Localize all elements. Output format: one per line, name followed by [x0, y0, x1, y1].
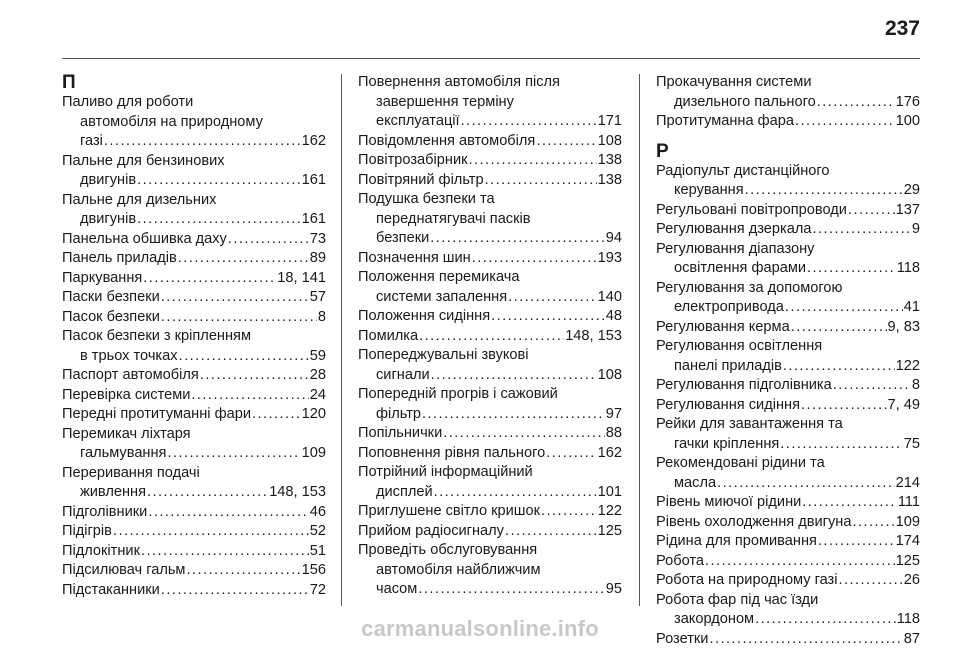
index-entry: [656, 571, 920, 591]
index-entry: [656, 337, 920, 376]
index-entry: [62, 249, 326, 269]
index-entry-text: Підсилювач гальм: [62, 561, 185, 581]
index-entry: [358, 307, 622, 327]
index-entry: [62, 327, 326, 366]
index-entry-text: системи запалення: [376, 288, 507, 308]
index-entry-text: автомобіля найближчим: [358, 561, 622, 581]
dot-leader: [186, 561, 300, 581]
index-page-ref: 57: [310, 288, 326, 308]
dot-leader: [745, 181, 903, 201]
index-entry: [62, 152, 326, 191]
index-entry-text: безпеки: [376, 229, 429, 249]
index-page-ref: 138: [598, 171, 622, 191]
index-entry-text: Попередній прогрів і сажовий: [358, 385, 622, 405]
dot-leader: [783, 357, 895, 377]
index-entry-text: закордоном: [674, 610, 754, 630]
index-entry-text: Паски безпеки: [62, 288, 160, 308]
index-entry: [656, 415, 920, 454]
index-column-2: [358, 73, 622, 600]
index-entry-text: гачки кріплення: [674, 435, 779, 455]
index-entry: [62, 425, 326, 464]
index-entry: [358, 171, 622, 191]
index-entry-text: газі: [80, 132, 103, 152]
index-entry-text: Робота фар під час їзди: [656, 591, 920, 611]
section-letter: Р: [656, 142, 920, 162]
index-entry: [656, 532, 920, 552]
index-entry: [62, 366, 326, 386]
index-page-ref: 174: [896, 532, 920, 552]
index-entry-text: Пальне для дизельних: [62, 191, 326, 211]
index-entry-text: Позначення шин: [358, 249, 471, 269]
index-page-ref: 140: [598, 288, 622, 308]
index-entry-text: Потрійний інформаційний: [358, 463, 622, 483]
index-entry-text: панелі приладів: [674, 357, 782, 377]
index-entry: [656, 318, 920, 338]
index-entry-text: Робота: [656, 552, 704, 572]
index-entry-text: освітлення фарами: [674, 259, 806, 279]
index-page-ref: 52: [310, 522, 326, 542]
dot-leader: [541, 502, 597, 522]
index-entry: [656, 279, 920, 318]
index-entry-text: двигунів: [80, 171, 136, 191]
page-number: 237: [885, 17, 920, 41]
dot-leader: [137, 171, 301, 191]
index-entry-text: Переривання подачі: [62, 464, 326, 484]
index-entry: [358, 249, 622, 269]
dot-leader: [148, 503, 308, 523]
index-entry: [358, 327, 622, 347]
index-entry-text: Регулювання за допомогою: [656, 279, 920, 299]
index-entry-text: Регулювання підголівника: [656, 376, 832, 396]
section-letter: П: [62, 73, 326, 93]
index-entry: [358, 346, 622, 385]
index-entry-text: Радіопульт дистанційного: [656, 162, 920, 182]
index-entry-text: електропривода: [674, 298, 784, 318]
index-entry: [358, 463, 622, 502]
index-page-ref: 118: [897, 259, 920, 279]
index-entry: [358, 151, 622, 171]
index-entry: [656, 396, 920, 416]
index-entry: [62, 230, 326, 250]
index-entry-text: Протитуманна фара: [656, 112, 794, 132]
index-entry-text: переднатягувачі пасків: [358, 210, 622, 230]
dot-leader: [143, 269, 276, 289]
dot-leader: [461, 112, 597, 132]
index-entry-text: Прийом радіосигналу: [358, 522, 504, 542]
index-page-ref: 28: [310, 366, 326, 386]
index-entry-text: Прокачування системи: [656, 73, 920, 93]
index-page-ref: 18, 141: [277, 269, 326, 289]
dot-leader: [141, 542, 309, 562]
index-page-ref: 72: [310, 581, 326, 601]
dot-leader: [807, 259, 896, 279]
index-entry: [62, 93, 326, 152]
index-entry: [62, 503, 326, 523]
index-page-ref: 108: [598, 366, 622, 386]
index-entry: [656, 376, 920, 396]
index-entry-text: Пасок безпеки: [62, 308, 160, 328]
index-page-ref: 8: [318, 308, 326, 328]
dot-leader: [795, 112, 895, 132]
index-entry-text: Пальне для бензинових: [62, 152, 326, 172]
index-entry: [62, 581, 326, 601]
index-entry: [358, 444, 622, 464]
dot-leader: [546, 444, 596, 464]
index-entry-text: Повідомлення автомобіля: [358, 132, 535, 152]
dot-leader: [147, 483, 268, 503]
dot-leader: [443, 424, 605, 444]
dot-leader: [791, 318, 887, 338]
index-page-ref: 9: [912, 220, 920, 240]
index-entry: [62, 288, 326, 308]
index-entry: [656, 513, 920, 533]
index-page-ref: 95: [606, 580, 622, 600]
header-rule: [62, 58, 920, 59]
index-page-ref: 122: [598, 502, 622, 522]
index-page-ref: 97: [606, 405, 622, 425]
index-entry-text: двигунів: [80, 210, 136, 230]
index-page-ref: 9, 83: [888, 318, 920, 338]
index-entry-text: Помилка: [358, 327, 418, 347]
index-page-ref: 51: [310, 542, 326, 562]
index-page-ref: 108: [598, 132, 622, 152]
dot-leader: [812, 220, 910, 240]
index-entry: [62, 464, 326, 503]
dot-leader: [419, 327, 564, 347]
dot-leader: [161, 308, 317, 328]
index-entry-text: Пасок безпеки з кріпленням: [62, 327, 326, 347]
index-page-ref: 109: [302, 444, 326, 464]
index-entry-text: гальмування: [80, 444, 166, 464]
index-page-ref: 162: [598, 444, 622, 464]
index-page-ref: 148, 153: [269, 483, 326, 503]
index-entry-text: завершення терміну: [358, 93, 622, 113]
index-entry: [656, 162, 920, 201]
index-page-ref: 214: [896, 474, 920, 494]
index-entry-text: масла: [674, 474, 716, 494]
index-entry-text: Підстаканники: [62, 581, 160, 601]
index-page-ref: 29: [904, 181, 920, 201]
index-page-ref: 120: [302, 405, 326, 425]
dot-leader: [167, 444, 300, 464]
index-entry-text: Регулювання керма: [656, 318, 790, 338]
index-entry: [358, 385, 622, 424]
dot-leader: [161, 288, 309, 308]
index-entry-text: Рідина для промивання: [656, 532, 817, 552]
index-entry-text: Робота на природному газі: [656, 571, 838, 591]
dot-leader: [818, 532, 895, 552]
index-entry-text: Приглушене світло кришок: [358, 502, 540, 522]
index-entry: [358, 132, 622, 152]
dot-leader: [137, 210, 301, 230]
dot-leader: [434, 483, 597, 503]
index-entry: [358, 190, 622, 249]
index-column-1: [62, 73, 326, 600]
index-entry: [358, 522, 622, 542]
index-page-ref: 125: [598, 522, 622, 542]
index-page-ref: 101: [598, 483, 622, 503]
dot-leader: [780, 435, 902, 455]
index-column-3: [656, 73, 920, 649]
index-entry: [656, 454, 920, 493]
dot-leader: [422, 405, 605, 425]
index-entry-text: Рекомендовані рідини та: [656, 454, 920, 474]
index-entry-text: Положення сидіння: [358, 307, 490, 327]
index-entry: [62, 269, 326, 289]
index-entry-text: Розетки: [656, 630, 708, 649]
index-entry: [358, 541, 622, 600]
dot-leader: [852, 513, 894, 533]
index-entry-text: Перемикач ліхтаря: [62, 425, 326, 445]
index-page-ref: 94: [606, 229, 622, 249]
index-entry-text: фільтр: [376, 405, 421, 425]
index-page-ref: 118: [897, 610, 920, 630]
index-entry-text: в трьох точках: [80, 347, 178, 367]
index-entry: [656, 73, 920, 112]
index-entry-text: автомобіля на природному: [62, 113, 326, 133]
index-entry-text: Регулювання діапазону: [656, 240, 920, 260]
index-page-ref: 171: [598, 112, 622, 132]
index-page-ref: 8: [912, 376, 920, 396]
dot-leader: [228, 230, 309, 250]
index-entry: [656, 552, 920, 572]
dot-leader: [848, 201, 895, 221]
index-page-ref: 176: [896, 93, 920, 113]
index-page-ref: 137: [896, 201, 920, 221]
index-page-ref: 161: [302, 210, 326, 230]
dot-leader: [817, 93, 895, 113]
index-entry-text: Панельна обшивка даху: [62, 230, 227, 250]
dot-leader: [430, 229, 605, 249]
dot-leader: [200, 366, 309, 386]
column-separator: [639, 74, 640, 606]
index-entry: [62, 405, 326, 425]
index-page-ref: 46: [310, 503, 326, 523]
index-entry: [62, 386, 326, 406]
dot-leader: [252, 405, 301, 425]
index-entry-text: Попереджувальні звукові: [358, 346, 622, 366]
index-entry: [656, 220, 920, 240]
dot-leader: [472, 249, 597, 269]
index-entry-text: Регульовані повітропроводи: [656, 201, 847, 221]
index-entry: [358, 502, 622, 522]
index-entry: [62, 542, 326, 562]
dot-leader: [178, 249, 309, 269]
index-entry: [358, 424, 622, 444]
index-entry-text: Підлокітник: [62, 542, 140, 562]
index-entry-text: Рівень охолодження двигуна: [656, 513, 851, 533]
dot-leader: [785, 298, 903, 318]
index-entry-text: Подушка безпеки та: [358, 190, 622, 210]
index-page-ref: 24: [310, 386, 326, 406]
index-page-ref: 59: [310, 347, 326, 367]
index-entry: [656, 493, 920, 513]
index-entry: [656, 201, 920, 221]
dot-leader: [491, 307, 605, 327]
index-entry-text: Попільнички: [358, 424, 442, 444]
index-page-ref: 88: [606, 424, 622, 444]
index-page-ref: 138: [598, 151, 622, 171]
index-page-ref: 162: [302, 132, 326, 152]
index-page-ref: 7, 49: [888, 396, 920, 416]
index-entry-text: Передні протитуманні фари: [62, 405, 251, 425]
index-entry: [62, 522, 326, 542]
dot-leader: [802, 493, 897, 513]
index-page-ref: 26: [904, 571, 920, 591]
index-page-ref: 75: [904, 435, 920, 455]
index-entry-text: Регулювання дзеркала: [656, 220, 811, 240]
index-entry-text: Регулювання сидіння: [656, 396, 800, 416]
index-entry-text: Підігрів: [62, 522, 112, 542]
index-entry-text: дисплей: [376, 483, 433, 503]
index-page-ref: 193: [598, 249, 622, 269]
dot-leader: [536, 132, 596, 152]
index-entry-text: Рівень миючої рідини: [656, 493, 801, 513]
index-entry-text: Паспорт автомобіля: [62, 366, 199, 386]
index-entry: [62, 561, 326, 581]
index-entry-text: часом: [376, 580, 417, 600]
dot-leader: [104, 132, 301, 152]
dot-leader: [161, 581, 309, 601]
index-entry-text: живлення: [80, 483, 146, 503]
dot-leader: [717, 474, 895, 494]
dot-leader: [418, 580, 604, 600]
index-entry-text: Поповнення рівня пального: [358, 444, 545, 464]
index-entry-text: Регулювання освітлення: [656, 337, 920, 357]
index-page-ref: 109: [896, 513, 920, 533]
dot-leader: [179, 347, 309, 367]
index-entry: [656, 240, 920, 279]
index-entry-text: керування: [674, 181, 744, 201]
index-page-ref: 87: [904, 630, 920, 649]
index-page-ref: 122: [896, 357, 920, 377]
index-page-ref: 41: [904, 298, 920, 318]
index-page-ref: 125: [896, 552, 920, 572]
dot-leader: [485, 171, 597, 191]
index-entry: [62, 191, 326, 230]
index-page-ref: 48: [606, 307, 622, 327]
dot-leader: [468, 151, 596, 171]
dot-leader: [508, 288, 597, 308]
index-entry-text: Проведіть обслуговування: [358, 541, 622, 561]
dot-leader: [839, 571, 903, 591]
index-entry-text: сигнали: [376, 366, 430, 386]
index-entry-text: Рейки для завантаження та: [656, 415, 920, 435]
index-page-ref: 148, 153: [565, 327, 622, 347]
dot-leader: [431, 366, 597, 386]
index-entry-text: Підголівники: [62, 503, 147, 523]
dot-leader: [191, 386, 308, 406]
index-entry: [358, 73, 622, 132]
dot-leader: [801, 396, 887, 416]
index-entry-text: Перевірка системи: [62, 386, 190, 406]
index-entry-text: експлуатації: [376, 112, 460, 132]
index-entry: [62, 308, 326, 328]
index-entry-text: Повітряний фільтр: [358, 171, 484, 191]
index-page-ref: 73: [310, 230, 326, 250]
index-entry-text: Паливо для роботи: [62, 93, 326, 113]
index-entry-text: Повернення автомобіля після: [358, 73, 622, 93]
index-entry-text: дизельного пального: [674, 93, 816, 113]
column-separator: [341, 74, 342, 606]
dot-leader: [833, 376, 911, 396]
index-entry-text: Паркування: [62, 269, 142, 289]
dot-leader: [113, 522, 309, 542]
index-entry-text: Панель приладів: [62, 249, 177, 269]
index-entry-text: Повітрозабірник: [358, 151, 467, 171]
index-page-ref: 89: [310, 249, 326, 269]
index-page-ref: 100: [896, 112, 920, 132]
index-entry: [358, 268, 622, 307]
index-page-ref: 111: [898, 493, 920, 513]
dot-leader: [705, 552, 895, 572]
index-entry: [656, 112, 920, 132]
watermark: carmanualsonline.info: [0, 616, 960, 642]
index-page-ref: 156: [302, 561, 326, 581]
index-entry-text: Положення перемикача: [358, 268, 622, 288]
dot-leader: [505, 522, 597, 542]
index-page-ref: 161: [302, 171, 326, 191]
